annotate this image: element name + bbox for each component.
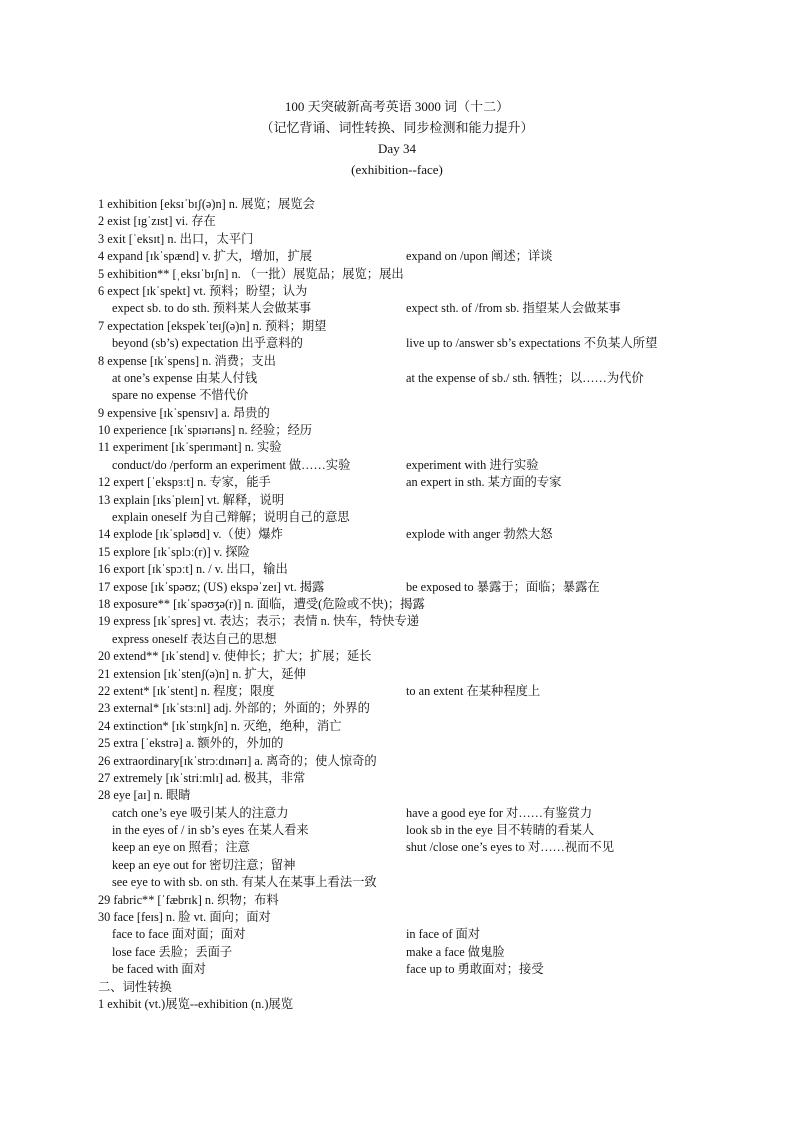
phrase-row — [98, 370, 748, 387]
entry-secondary-phrase: make a face 做鬼脸 — [406, 944, 505, 959]
phrase-row — [98, 457, 748, 474]
entry-primary-text: in the eyes of / in sb’s eyes 在某人看来 — [112, 823, 309, 838]
entry-primary-text: conduct/do /perform an experiment 做……实验 — [112, 457, 351, 472]
entry-secondary-phrase: be exposed to 暴露于；面临；暴露在 — [406, 579, 600, 594]
entry-primary-text: 21 extension [ɪkˈstenʃ(ə)n] n. 扩大，延伸 — [98, 666, 306, 681]
vocab-entry-row — [98, 613, 748, 630]
entry-primary-text: 16 export [ɪkˈspɔːt] n. / v. 出口，输出 — [98, 562, 288, 577]
entry-primary-text: 23 external* [ɪkˈstɜːnl] adj. 外部的；外面的；外界的 — [98, 701, 370, 716]
entry-primary-text: 29 fabric** [ˈfæbrɪk] n. 织物；布料 — [98, 892, 279, 907]
entry-primary-text: 10 experience [ɪkˈspɪərɪəns] n. 经验；经历 — [98, 423, 313, 438]
document-title: 100 天突破新高考英语 3000 词（十二） — [284, 99, 510, 114]
vocabulary-list — [98, 196, 748, 1013]
entry-secondary-phrase: shut /close one’s eyes to 对……视而不见 — [406, 840, 615, 855]
vocab-entry-row — [98, 718, 748, 735]
vocab-entry-row — [98, 787, 748, 804]
entry-primary-text: keep an eye out for 密切注意；留神 — [112, 857, 296, 872]
vocab-entry-row — [98, 666, 748, 683]
vocab-entry-row — [98, 544, 748, 561]
entry-primary-text: 3 exit [ˈeksɪt] n. 出口，太平门 — [98, 231, 254, 246]
entry-secondary-phrase: explode with anger 勃然大怒 — [406, 527, 553, 542]
entry-secondary-phrase: at the expense of sb./ sth. 牺牲；以……为代价 — [406, 370, 644, 385]
vocab-entry-row — [98, 231, 748, 248]
entry-primary-text: 12 expert [ˈekspɜːt] n. 专家，能手 — [98, 475, 271, 490]
phrase-row — [98, 822, 748, 839]
vocab-entry-row — [98, 735, 748, 752]
entry-primary-text: face to face 面对面；面对 — [112, 927, 246, 942]
phrase-row — [98, 857, 748, 874]
entry-primary-text: 15 explore [ɪkˈsplɔː(r)] v. 探险 — [98, 544, 250, 559]
entry-secondary-phrase: expand on /upon 阐述；详谈 — [406, 249, 553, 264]
entry-primary-text: 13 explain [ɪksˈpleɪn] vt. 解释，说明 — [98, 492, 285, 507]
entry-secondary-phrase: an expert in sth. 某方面的专家 — [406, 475, 562, 490]
entry-primary-text: 5 exhibition** [ˌeksɪˈbɪʃn] n. （一批）展览品；展览；展出 — [98, 266, 404, 281]
entry-primary-text: spare no expense 不惜代价 — [112, 388, 249, 403]
vocab-entry-row — [98, 753, 748, 770]
vocab-entry-row — [98, 526, 748, 543]
phrase-row — [98, 509, 748, 526]
vocab-entry-row — [98, 770, 748, 787]
phrase-row — [98, 631, 748, 648]
vocab-entry-row — [98, 405, 748, 422]
entry-primary-text: 19 express [ɪkˈspres] vt. 表达；表示；表情 n. 快车，特快专递 — [98, 614, 420, 629]
entry-primary-text: express oneself 表达自己的思想 — [112, 631, 277, 646]
entry-secondary-phrase: expect sth. of /from sb. 指望某人会做某事 — [406, 301, 621, 316]
entry-primary-text: 7 expectation [ekspekˈteɪʃ(ə)n] n. 预料；期望 — [98, 318, 327, 333]
vocab-entry-row — [98, 700, 748, 717]
vocab-entry-row — [98, 213, 748, 230]
entry-primary-text: at one’s expense 由某人付钱 — [112, 370, 258, 385]
entry-secondary-phrase: experiment with 进行实验 — [406, 457, 539, 472]
entry-primary-text: 1 exhibition [eksɪˈbɪʃ(ə)n] n. 展览；展览会 — [98, 197, 315, 211]
word-range: (exhibition--face) — [351, 162, 443, 177]
entry-primary-text: beyond (sb’s) expectation 出乎意料的 — [112, 336, 303, 351]
conversion-line: 1 exhibit (vt.)展览--exhibition (n.)展览 — [98, 996, 294, 1011]
entry-primary-text: 4 expand [ɪkˈspænd] v. 扩大，增加，扩展 — [98, 249, 313, 264]
phrase-row — [98, 300, 748, 317]
vocab-entry-row — [98, 596, 748, 613]
entry-primary-text: 20 extend** [ɪkˈstend] v. 使伸长；扩大；扩展；延长 — [98, 649, 372, 664]
phrase-row — [98, 874, 748, 891]
entry-primary-text: catch one’s eye 吸引某人的注意力 — [112, 805, 289, 820]
phrase-row — [98, 944, 748, 961]
entry-primary-text: 6 expect [ɪkˈspekt] vt. 预料；盼望；认为 — [98, 283, 308, 298]
vocab-entry-row — [98, 683, 748, 700]
entry-secondary-phrase: look sb in the eye 目不转睛的看某人 — [406, 823, 595, 838]
vocab-entry-row — [98, 318, 748, 335]
entry-secondary-phrase: have a good eye for 对……有鉴赏力 — [406, 805, 593, 820]
phrase-row — [98, 335, 748, 352]
vocab-entry-row — [98, 892, 748, 909]
entry-primary-text: 25 extra [ˈekstrə] a. 额外的，外加的 — [98, 736, 284, 751]
vocab-entry-row — [98, 579, 748, 596]
entry-primary-text: 27 extremely [ɪkˈstriːmlɪ] ad. 极其，非常 — [98, 770, 306, 785]
vocab-entry-row — [98, 561, 748, 578]
vocab-entry-row — [98, 353, 748, 370]
entry-primary-text: 28 eye [aɪ] n. 眼睛 — [98, 788, 191, 803]
entry-primary-text: expect sb. to do sth. 预料某人会做某事 — [112, 301, 312, 316]
entry-primary-text: 8 expense [ɪkˈspens] n. 消费；支出 — [98, 353, 276, 368]
document-subtitle: （记忆背诵、词性转换、同步检测和能力提升） — [260, 120, 534, 135]
entry-primary-text: 14 explode [ɪkˈspləʊd] v.（使）爆炸 — [98, 527, 283, 542]
entry-primary-text: 11 experiment [ɪkˈsperɪmənt] n. 实验 — [98, 440, 282, 455]
entry-secondary-phrase: live up to /answer sb’s expectations 不负某人所望 — [406, 336, 658, 351]
entry-primary-text: 22 extent* [ɪkˈstent] n. 程度；限度 — [98, 683, 275, 698]
entry-primary-text: explain oneself 为自己辩解；说明自己的意思 — [112, 510, 350, 525]
entry-primary-text: lose face 丢脸；丢面子 — [112, 944, 233, 959]
phrase-row — [98, 805, 748, 822]
entry-primary-text: 9 expensive [ɪkˈspensɪv] a. 昂贵的 — [98, 405, 270, 420]
vocab-entry-row — [98, 422, 748, 439]
phrase-row — [98, 387, 748, 404]
entry-primary-text: 24 extinction* [ɪkˈstɪŋkʃn] n. 灭绝，绝种，消亡 — [98, 718, 342, 733]
vocab-entry-row — [98, 474, 748, 491]
vocab-entry-row — [98, 266, 748, 283]
entry-primary-text: see eye to with sb. on sth. 有某人在某事上看法一致 — [112, 875, 377, 890]
entry-primary-text: 2 exist [ɪgˈzɪst] vi. 存在 — [98, 214, 216, 229]
entry-primary-text: 17 expose [ɪkˈspəʊz; (US) ekspəˈzeɪ] vt. 揭露 — [98, 579, 325, 594]
phrase-row — [98, 839, 748, 856]
entry-primary-text: 30 face [feɪs] n. 脸 vt. 面向；面对 — [98, 910, 271, 925]
entry-secondary-phrase: face up to 勇敢面对；接受 — [406, 962, 544, 977]
vocab-entry-row — [98, 492, 748, 509]
entry-primary-text: keep an eye on 照看；注意 — [112, 840, 250, 855]
vocab-entry-row — [98, 909, 748, 926]
vocab-entry-row — [98, 283, 748, 300]
entry-secondary-phrase: in face of 面对 — [406, 927, 481, 942]
day-label: Day 34 — [378, 141, 416, 156]
vocab-entry-row — [98, 648, 748, 665]
vocab-entry-row — [98, 439, 748, 456]
entry-primary-text: 26 extraordinary[ɪkˈstrɔːdɪnərɪ] a. 离奇的；使人惊奇的 — [98, 753, 377, 768]
phrase-row — [98, 926, 748, 943]
phrase-row — [98, 961, 748, 978]
entry-primary-text: be faced with 面对 — [112, 962, 206, 977]
document-header — [0, 96, 794, 180]
vocab-entry-row — [98, 196, 748, 213]
section-heading: 二、词性转换 — [98, 979, 172, 994]
entry-secondary-phrase: to an extent 在某种程度上 — [406, 683, 541, 698]
vocab-entry-row — [98, 248, 748, 265]
entry-primary-text: 18 exposure** [ɪkˈspəʊʒə(r)] n. 面临，遭受(危险或不快)；揭露 — [98, 596, 425, 611]
